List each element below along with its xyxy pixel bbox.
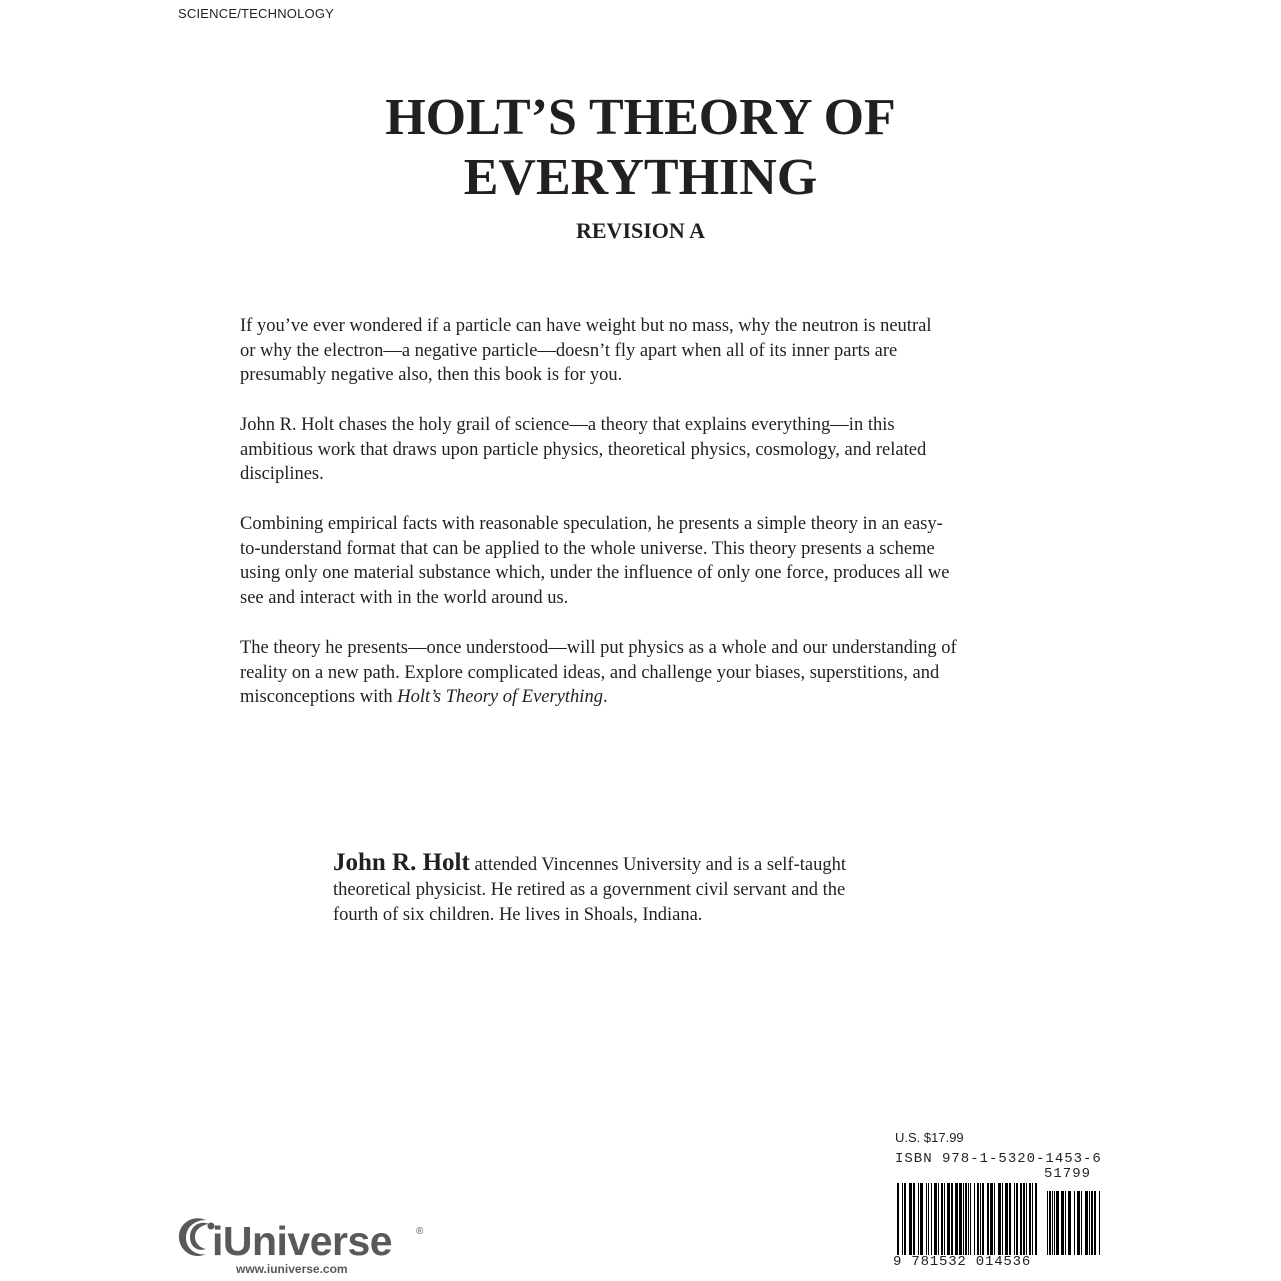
text-line: or why the electron—a negative particle—doesn’t fly apart when all of its inner parts are: [240, 340, 898, 361]
barcode-bar: [904, 1183, 906, 1255]
publisher-url: www.iuniverse.com: [236, 1262, 348, 1276]
author-name: John R. Holt: [333, 849, 470, 876]
text-line: fourth of six children. He lives in Shoals, Indiana.: [333, 905, 703, 925]
barcode-addon-bar: [1052, 1191, 1053, 1255]
barcode-bar: [920, 1183, 923, 1255]
text-line: The theory he presents—once understood—will put physics as a whole and our understanding of: [240, 638, 957, 658]
barcode-bar: [963, 1183, 964, 1255]
book-title-line-1: HOLT’S THEORY OF: [385, 89, 896, 146]
barcode-bar: [951, 1183, 953, 1255]
barcode-bar: [926, 1183, 927, 1255]
barcode-addon-bar: [1047, 1191, 1048, 1255]
ean-number: 9 781532 014536: [893, 1254, 1032, 1270]
blurb-paragraph-4: [240, 636, 1070, 710]
author-bio: [333, 850, 953, 928]
text-line: John R. Holt chases the holy grail of science—a theory that explains everything—in this: [240, 415, 895, 435]
text-line: using only one material substance which, under the influence of only one force, produces all we: [240, 563, 950, 584]
barcode-bar: [1032, 1183, 1033, 1255]
barcode-bar: [1014, 1183, 1015, 1255]
barcode: [897, 1183, 1103, 1255]
barcode-bar: [955, 1183, 958, 1255]
barcode-bar: [980, 1183, 981, 1255]
barcode-bar: [1002, 1183, 1003, 1255]
text-line: If you’ve ever wondered if a particle can have weight but no mass, why the neutron is neutral: [240, 316, 932, 336]
barcode-addon-bar: [1054, 1191, 1055, 1255]
registered-mark: ®: [416, 1226, 424, 1237]
barcode-bar: [897, 1183, 899, 1255]
text-line: .: [602, 687, 608, 708]
barcode-bar: [934, 1183, 937, 1255]
text-line: reality on a new path. Explore complicated ideas, and challenge your biases, superstitions, and: [240, 662, 940, 683]
revision-label: REVISION A: [576, 218, 705, 243]
barcode-bar: [909, 1183, 912, 1255]
barcode-bar: [913, 1183, 915, 1255]
barcode-addon-bar: [1089, 1191, 1090, 1255]
text-line: ambitious work that draws upon particle physics, theoretical physics, cosmology, and related: [240, 439, 927, 460]
barcode-bar: [965, 1183, 967, 1255]
barcode-bar: [947, 1183, 950, 1255]
text-line: presumably negative also, then this book is for you.: [240, 365, 623, 386]
barcode-addon-bar: [1091, 1191, 1093, 1255]
barcode-bar: [1029, 1183, 1031, 1255]
publisher-logo-text: iUniverse: [212, 1218, 393, 1264]
barcode-addon-bar: [1065, 1191, 1066, 1255]
barcode-bar: [941, 1183, 943, 1255]
barcode-addon-bar: [1061, 1191, 1064, 1255]
barcode-bar: [1020, 1183, 1022, 1255]
barcode-addon-bar: [1099, 1191, 1100, 1255]
barcode-addon-bar: [1074, 1191, 1075, 1255]
barcode-addon-bar: [1085, 1191, 1088, 1255]
blurb-paragraph-2: [240, 413, 1070, 487]
barcode-bar: [968, 1183, 969, 1255]
barcode-bar: [1023, 1183, 1025, 1255]
barcode-bar: [938, 1183, 939, 1255]
blurb-paragraph-3: [240, 512, 1070, 610]
blurb-paragraph-1: [240, 314, 1070, 388]
barcode-bar: [998, 1183, 1001, 1255]
barcode-bar: [928, 1183, 929, 1255]
barcode-bar: [1026, 1183, 1027, 1255]
barcode-bar: [994, 1183, 995, 1255]
barcode-bar: [987, 1183, 989, 1255]
price-label: U.S. $17.99: [895, 1130, 964, 1145]
barcode-addon-bar: [1068, 1191, 1071, 1255]
category-label: SCIENCE/TECHNOLOGY: [178, 6, 335, 21]
barcode-addon-bar: [1094, 1191, 1096, 1255]
barcode-addon-bar: [1081, 1191, 1082, 1255]
text-line: misconceptions with: [240, 687, 398, 708]
text-line: theoretical physicist. He retired as a government civil servant and the: [333, 880, 846, 900]
text-line: to-understand format that can be applied to the whole universe. This theory presents a scheme: [240, 538, 935, 559]
barcode-bar: [1016, 1183, 1018, 1255]
text-line: disciplines.: [240, 464, 324, 485]
book-title-line-2: EVERYTHING: [463, 149, 818, 206]
barcode-addon-bar: [1056, 1191, 1059, 1255]
barcode-addon-bar: [1077, 1191, 1080, 1255]
text-line: attended Vincennes University and is a self-taught: [469, 855, 846, 875]
barcode-bar: [982, 1183, 984, 1255]
book-title-italic: Holt’s Theory of Everything: [397, 687, 603, 708]
barcode-bar: [944, 1183, 945, 1255]
barcode-bar: [970, 1183, 971, 1255]
text-line: Combining empirical facts with reasonable speculation, he presents a simple theory in an easy-: [240, 514, 943, 534]
barcode-bar: [974, 1183, 975, 1255]
barcode-bar: [931, 1183, 932, 1255]
barcode-bar: [918, 1183, 919, 1255]
isbn-label: ISBN 978-1-5320-1453-6: [895, 1151, 1102, 1167]
barcode-bar: [959, 1183, 962, 1255]
barcode-bar: [1035, 1183, 1037, 1255]
barcode-bar: [1005, 1183, 1008, 1255]
price-code: 51799: [1044, 1166, 1092, 1182]
barcode-addon-bar: [1049, 1191, 1051, 1255]
barcode-bar: [990, 1183, 993, 1255]
text-line: see and interact with in the world around us.: [240, 587, 569, 608]
barcode-bar: [1009, 1183, 1011, 1255]
barcode-bar: [902, 1183, 903, 1255]
barcode-bar: [977, 1183, 979, 1255]
